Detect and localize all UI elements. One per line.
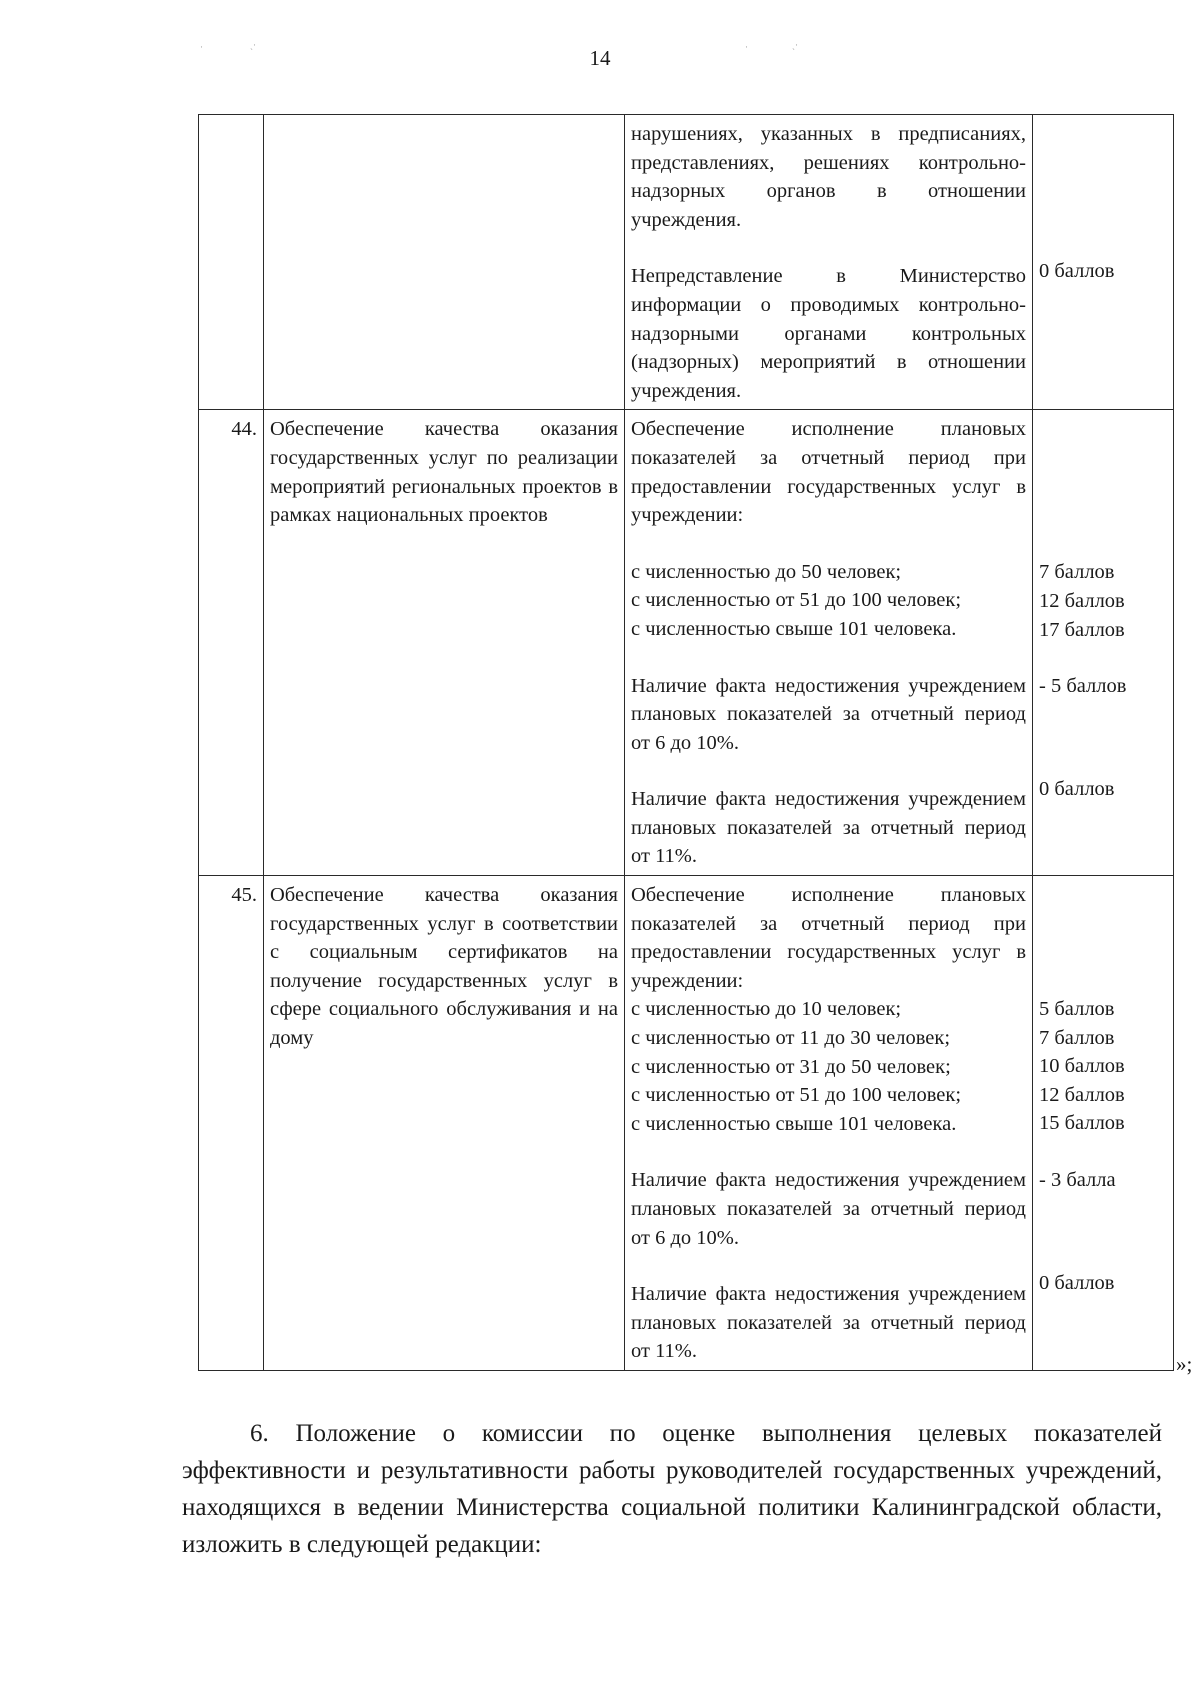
criteria-cell: [625, 115, 1033, 410]
penalty-text: Наличие факта недостижения учреждением плановых показателей за отчетный период от 6 до 10%.: [631, 1169, 1026, 1249]
criteria-intro: Обеспечение исполнение плановых показателей за отчетный период при предоставлении государственных услуг в учреждении:: [631, 418, 1026, 527]
section-paragraph: 6. Положение о комиссии по оценке выполнения целевых показателей эффективности и результативности работы руководителей государственных учреждений, находящихся в ведении Министерства социальной политики Калининградской области, изложить в следующей редакции:: [182, 1420, 1162, 1558]
score-value: 0 баллов: [1039, 1271, 1115, 1294]
row-number: 45.: [199, 876, 264, 1371]
tier-text: с численностью свыше 101 человека.: [631, 1112, 957, 1135]
tier-text: с численностью от 11 до 30 человек;: [631, 1027, 951, 1050]
score-value: 12 баллов: [1039, 1083, 1125, 1106]
closing-quote-mark: »;: [1176, 1352, 1193, 1376]
score-cell: [1033, 876, 1174, 1371]
indicator-name: [264, 115, 625, 410]
score-value: - 3 балла: [1039, 1169, 1116, 1192]
table-row: [199, 876, 1174, 1371]
penalty-text: Наличие факта недостижения учреждением плановых показателей за отчетный период от 11%.: [631, 788, 1026, 868]
score-value: 10 баллов: [1039, 1055, 1125, 1078]
criteria-text: нарушениях, указанных в предписаниях, представлениях, решениях контрольно-надзорных органов в отношении учреждения.: [631, 123, 1026, 231]
scan-speck: ·: [745, 42, 748, 52]
tier-text: с численностью от 51 до 100 человек;: [631, 589, 962, 612]
tier-text: с численностью свыше 101 человека.: [631, 617, 957, 640]
score-value: 0 баллов: [1039, 260, 1115, 282]
table-row: [199, 410, 1174, 876]
scan-speck: ˏ·: [792, 40, 798, 50]
criteria-intro: Обеспечение исполнение плановых показателей за отчетный период при предоставлении государственных услуг в учреждении:: [631, 884, 1026, 992]
score-value: 15 баллов: [1039, 1112, 1125, 1135]
indicator-name: Обеспечение качества оказания государственных услуг в соответствии с социальным сертификатов на получение государственных услуг в сфере социального обслуживания и на дому: [264, 876, 625, 1371]
score-value: 12 баллов: [1039, 589, 1125, 612]
page-number: 14: [589, 46, 611, 70]
score-cell: [1033, 410, 1174, 876]
indicator-name: Обеспечение качества оказания государственных услуг по реализации мероприятий региональных проектов в рамках национальных проектов: [264, 410, 625, 876]
criteria-cell: [625, 876, 1033, 1371]
score-value: 7 баллов: [1039, 1026, 1115, 1049]
criteria-text: Непредставление в Министерство информации о проводимых контрольно-надзорными органами контрольных (надзорных) мероприятий в отношении учреждения.: [631, 265, 1026, 402]
criteria-cell: [625, 410, 1033, 876]
score-value: 17 баллов: [1039, 618, 1125, 641]
tier-text: с численностью до 10 человек;: [631, 998, 902, 1021]
tier-text: с численностью от 31 до 50 человек;: [631, 1055, 951, 1078]
tier-text: с численностью от 51 до 100 человек;: [631, 1084, 962, 1107]
criteria-table: [198, 114, 1174, 1371]
score-value: 7 баллов: [1039, 561, 1115, 584]
penalty-text: Наличие факта недостижения учреждением плановых показателей за отчетный период от 6 до 10%.: [631, 674, 1026, 754]
row-number: [199, 115, 264, 410]
score-value: 0 баллов: [1039, 777, 1115, 800]
tier-text: с численностью до 50 человек;: [631, 560, 902, 583]
score-value: 5 баллов: [1039, 998, 1115, 1021]
row-number: 44.: [199, 410, 264, 876]
scan-speck: ·: [200, 42, 203, 52]
score-cell: [1033, 115, 1174, 410]
score-value: - 5 баллов: [1039, 675, 1127, 698]
table-row: [199, 115, 1174, 410]
penalty-text: Наличие факта недостижения учреждением плановых показателей за отчетный период от 11%.: [631, 1283, 1026, 1363]
scan-speck: ˏ·: [250, 40, 256, 50]
